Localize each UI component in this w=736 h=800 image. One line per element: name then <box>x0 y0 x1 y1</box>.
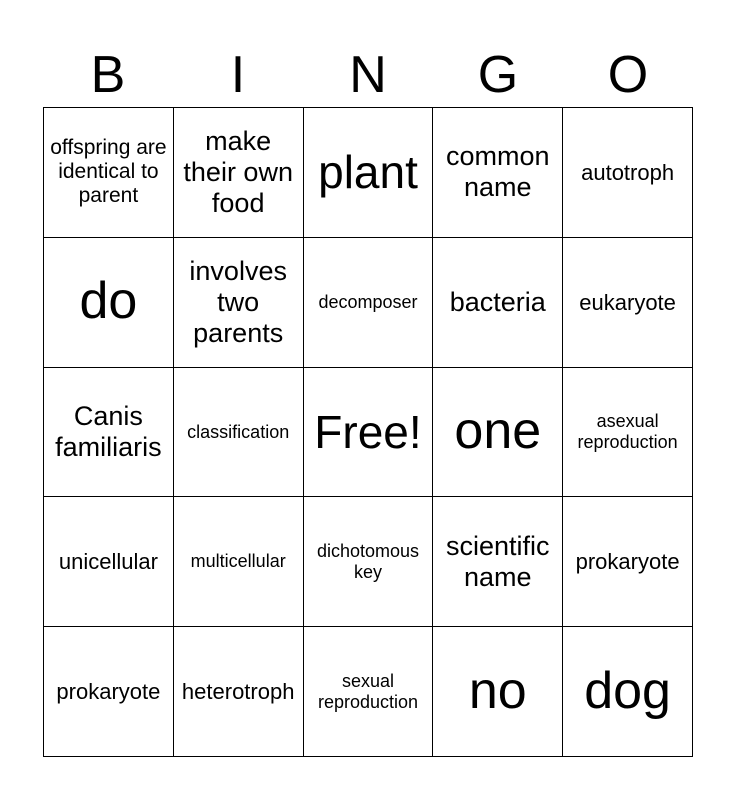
bingo-cell <box>44 238 174 368</box>
header-letter-b: B <box>90 46 126 104</box>
cell-text: eukaryote <box>579 289 676 315</box>
bingo-cell <box>174 368 304 498</box>
bingo-cell <box>174 497 304 627</box>
bingo-cell <box>304 627 434 757</box>
cell-text: scientific name <box>446 530 550 592</box>
cell-text: do <box>79 272 138 331</box>
header-letter-i: I <box>230 46 246 104</box>
bingo-cell <box>174 238 304 368</box>
bingo-cell <box>174 627 304 757</box>
cell-text: decomposer <box>318 291 418 312</box>
cell-text: heterotroph <box>181 678 295 704</box>
cell-text: autotroph <box>581 159 675 185</box>
bingo-cell <box>563 108 693 238</box>
bingo-cell <box>433 627 563 757</box>
bingo-card-grid <box>43 107 693 757</box>
bingo-cell <box>304 108 434 238</box>
cell-text: one <box>454 402 542 461</box>
bingo-header <box>43 44 693 106</box>
bingo-cell <box>44 497 174 627</box>
bingo-cell <box>44 368 174 498</box>
bingo-cell <box>563 238 693 368</box>
cell-text: sexual reproduction <box>317 670 419 712</box>
cell-text: asexual reproduction <box>577 411 678 452</box>
header-letter-o: O <box>607 46 649 104</box>
bingo-cell <box>433 108 563 238</box>
cell-text: bacteria <box>449 286 546 317</box>
bingo-cell <box>44 627 174 757</box>
bingo-cell <box>563 497 693 627</box>
cell-text: multicellular <box>190 551 286 572</box>
cell-text: common name <box>446 141 550 203</box>
cell-text: classification <box>187 421 290 442</box>
cell-text: involves two parents <box>189 255 287 348</box>
bingo-cell <box>44 108 174 238</box>
cell-text: prokaryote <box>575 549 680 575</box>
cell-text: dog <box>584 661 671 720</box>
bingo-cell <box>174 108 304 238</box>
cell-text: prokaryote <box>56 678 161 704</box>
bingo-cell <box>304 238 434 368</box>
bingo-cell <box>433 238 563 368</box>
cell-text: offspring are identical to parent <box>50 136 167 208</box>
cell-text: plant <box>318 145 418 198</box>
cell-text: make their own food <box>183 125 293 218</box>
bingo-cell <box>563 627 693 757</box>
bingo-cell <box>304 368 434 498</box>
header-letter-g: G <box>477 46 519 104</box>
cell-text: no <box>468 661 527 720</box>
bingo-cell <box>433 497 563 627</box>
free-space: Free! <box>314 405 422 458</box>
cell-text: dichotomous key <box>316 541 420 582</box>
bingo-cell <box>433 368 563 498</box>
cell-text: unicellular <box>58 549 158 575</box>
bingo-cell <box>563 368 693 498</box>
bingo-cell <box>304 497 434 627</box>
header-letter-n: N <box>349 46 387 104</box>
cell-text: Canis familiaris <box>55 400 162 462</box>
